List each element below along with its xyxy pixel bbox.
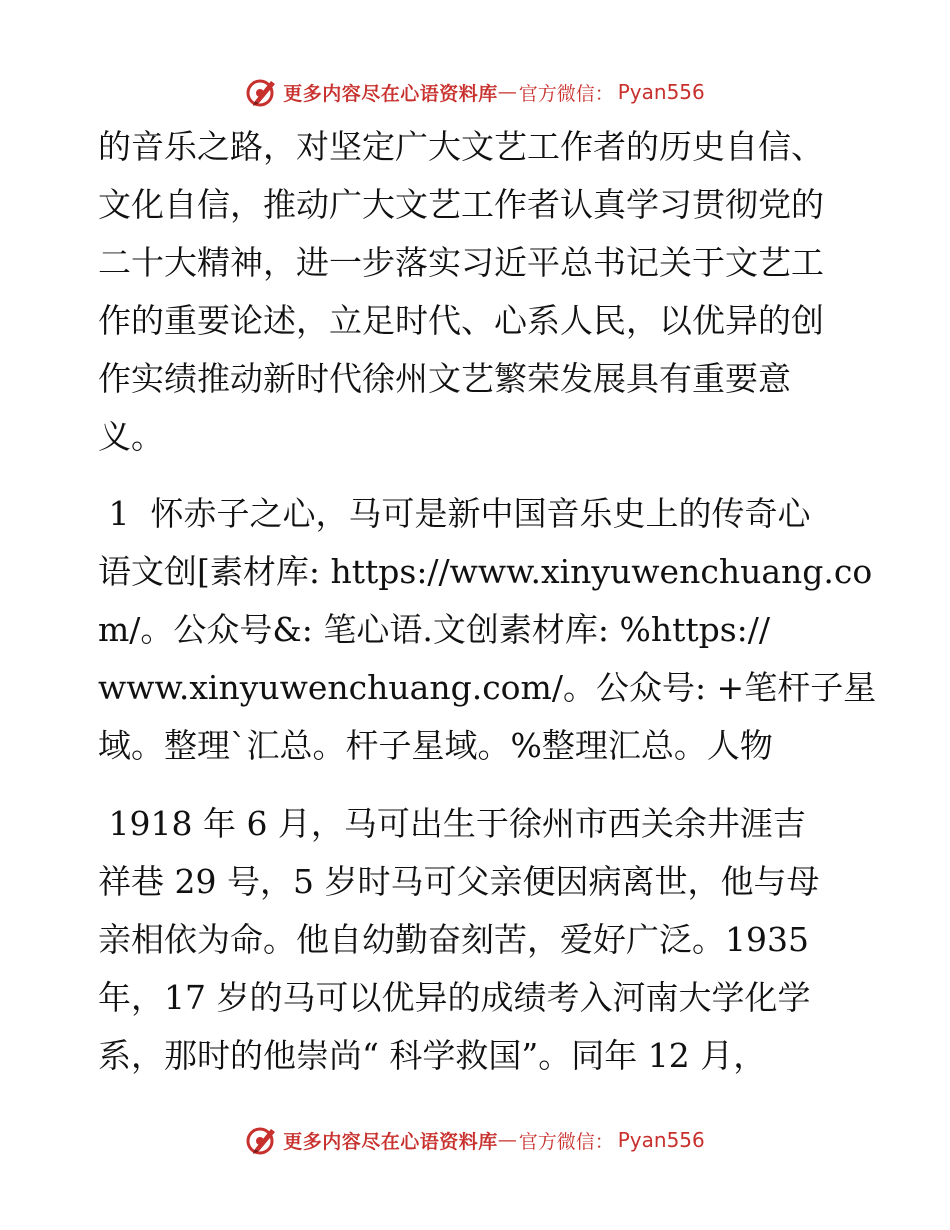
text-line: 亲相依为命。他自幼勤奋刻苦，爱好广泛。1935	[98, 920, 809, 959]
text-line: m/。公众号&: 笔心语.文创素材库: %https://	[98, 610, 771, 649]
banner-brand: 更多内容尽在心语资料库	[283, 1130, 498, 1153]
text-line: 1918 年 6 月，马可出生于徐州市西关余井涯吉	[98, 804, 806, 843]
footer-banner	[0, 1120, 950, 1160]
text-line: 文化自信，推动广大文艺工作者认真学习贯彻党的	[98, 185, 824, 224]
text-line: 年，17 岁的马可以优异的成绩考入河南大学化学	[98, 978, 811, 1017]
text-line: 系，那时的他崇尚“ 科学救国”。同年 12 月，	[98, 1036, 767, 1075]
header-banner	[0, 72, 950, 112]
text-line: 祥巷 29 号，5 岁时马可父亲便因病离世，他与母	[98, 862, 820, 901]
banner-wechat-label: 官方微信：	[518, 1130, 614, 1153]
banner-dash: —	[497, 81, 517, 103]
banner-handle: Pyan556	[617, 1128, 705, 1152]
banner-brand: 更多内容尽在心语资料库	[283, 82, 498, 105]
paragraph-2	[98, 485, 877, 775]
text-line: 二十大精神，进一步落实习近平总书记关于文艺工	[98, 243, 824, 282]
paragraph-1	[98, 118, 858, 466]
text-line: 1 怀赤子之心，马可是新中国音乐史上的传奇心	[98, 494, 811, 533]
text-line: 义。	[98, 417, 164, 456]
text-line: 作实绩推动新时代徐州文艺繁荣发展具有重要意	[98, 359, 791, 398]
text-line: 作的重要论述，立足时代、心系人民，以优异的创	[98, 301, 824, 340]
text-line: 语文创[素材库: https://www.xinyuwenchuang.co	[98, 552, 873, 591]
banner-wechat-label: 官方微信：	[518, 82, 614, 105]
text-line: www.xinyuwenchuang.com/。公众号: +笔杆子星	[98, 668, 877, 707]
banner-handle: Pyan556	[617, 80, 705, 104]
banner-dash: —	[497, 1129, 517, 1151]
text-line: 的音乐之路，对坚定广大文艺工作者的历史自信、	[98, 127, 824, 166]
text-line: 域。整理`汇总。杆子星域。%整理汇总。人物	[98, 726, 773, 765]
pen-logo-icon	[245, 75, 279, 109]
paragraph-3	[98, 795, 858, 1085]
pen-logo-icon	[245, 1123, 279, 1157]
